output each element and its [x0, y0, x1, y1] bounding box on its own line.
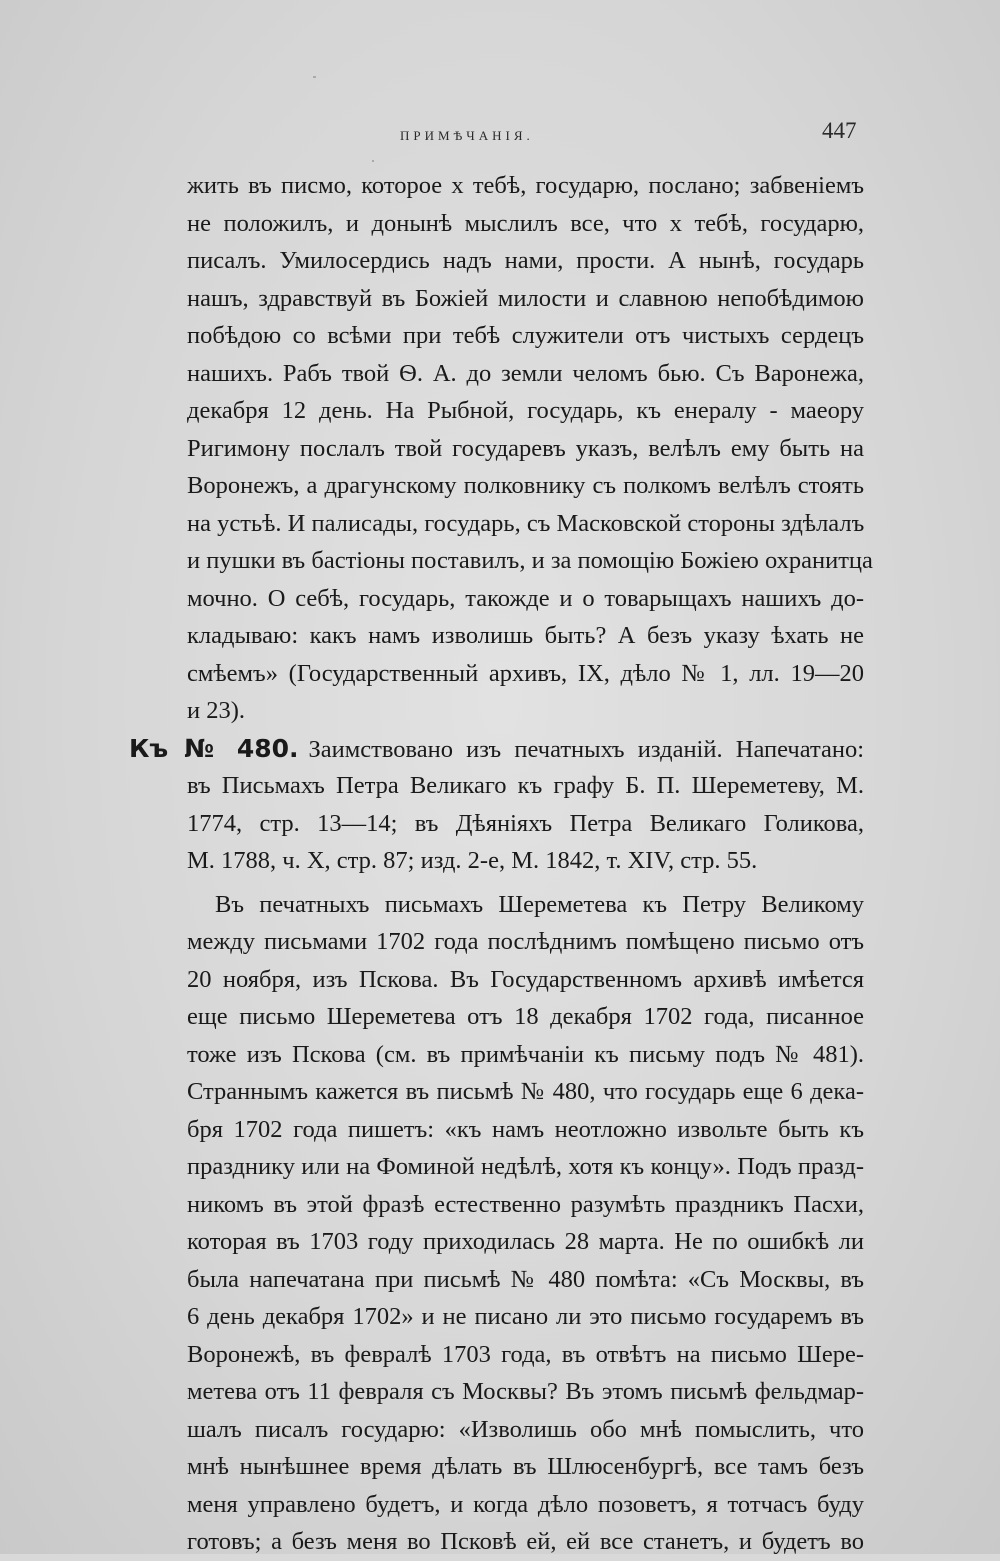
- text-line: 20 ноября, изъ Пскова. Въ Государственномъ архивѣ имѣется: [187, 965, 864, 993]
- text-line: мочно. О себѣ, государь, такожде и о товарыщахъ нашихъ до-: [187, 584, 864, 612]
- text-line: которая въ 1703 году приходилась 28 марта. Не по ошибкѣ ли: [187, 1228, 864, 1255]
- text-line: празднику или на Фоминой недѣлѣ, хотя къ концу». Подъ празд-: [187, 1153, 864, 1180]
- text-line: между письмами 1702 года послѣднимъ помѣщено письмо отъ: [187, 928, 864, 955]
- text-line: Въ печатныхъ письмахъ Шереметева къ Петру Великому: [215, 890, 864, 918]
- text-line: 6 день декабря 1702» и не писано ли это письмо государемъ въ: [187, 1303, 864, 1330]
- text-line: Страннымъ кажется въ письмѣ № 480, что государь еще 6 дека-: [187, 1078, 864, 1105]
- scan-speck: [372, 160, 374, 162]
- text-line: шалъ писалъ государю: «Изволишь обо мнѣ помыслить, что: [187, 1415, 864, 1443]
- text-line: тоже изъ Пскова (см. въ примѣчаніи къ письму подъ № 481).: [187, 1040, 864, 1068]
- text-line: меня управлено будетъ, и когда дѣло позоветъ, я тотчасъ буду: [187, 1490, 864, 1518]
- scan-speck: [313, 76, 316, 78]
- section-line-text: Заимствовано изъ печатныхъ изданій. Напечатано:: [308, 735, 864, 763]
- text-line: нашихъ. Рабъ твой Ѳ. А. до земли челомъ бью. Съ Варонежа,: [187, 359, 864, 387]
- body-text: [129, 167, 873, 1561]
- text-line: смѣемъ» (Государственный архивъ, IX, дѣло № 1, лл. 19—20: [187, 659, 864, 687]
- text-line: жить въ писмо, которое х тебѣ, государю, послано; забвеніемъ: [187, 172, 864, 199]
- note-section: [129, 730, 864, 880]
- text-line: М. 1788, ч. X, стр. 87; изд. 2-е, М. 1842, т. XIV, стр. 55.: [187, 847, 758, 874]
- text-line: побѣдою со всѣми при тебѣ служители отъ чистыхъ сердецъ: [187, 322, 864, 349]
- text-line: нашъ, здравствуй въ Божіей милости и славною непобѣдимою: [187, 284, 864, 312]
- text-line: была напечатана при письмѣ № 480 помѣта: «Съ Москвы, въ: [187, 1265, 864, 1293]
- text-line: еще письмо Шереметева отъ 18 декабря 1702 года, писанное: [187, 1003, 864, 1030]
- text-line: 1774, стр. 13—14; въ Дѣяніяхъ Петра Великаго Голикова,: [187, 809, 864, 837]
- section-heading: Къ № 480.: [129, 733, 299, 763]
- text-line: никомъ въ этой фразѣ естественно разумѣть праздникъ Пасхи,: [187, 1190, 864, 1218]
- text-line: мнѣ нынѣшнее время дѣлать въ Шлюсенбургѣ, все тамъ безъ: [187, 1453, 864, 1480]
- running-head: ПРИМѢЧАНІЯ.: [400, 128, 534, 143]
- page-number: 447: [822, 118, 857, 143]
- text-line: готовъ; а безъ меня во Псковѣ ей, ей все станетъ, и будетъ во: [187, 1528, 864, 1555]
- paragraph-continued: [187, 167, 873, 730]
- text-line: на устьѣ. И палисады, государь, съ Масковской стороны здѣлалъ: [187, 509, 865, 537]
- text-line: декабря 12 день. На Рыбной, государь, къ енералу - маеору: [187, 397, 864, 424]
- text-line: и 23).: [187, 697, 246, 724]
- text-line: Воронежѣ, въ февралѣ 1703 года, въ отвѣтъ на письмо Шере-: [187, 1340, 864, 1368]
- text-line: не положилъ, и донынѣ мыслилъ все, что х тебѣ, государю,: [187, 209, 864, 237]
- text-line: и пушки въ бастіоны поставилъ, и за помощію Божіею охранитца: [187, 547, 873, 574]
- text-line: Воронежъ, а драгунскому полковнику съ полкомъ велѣлъ стоять: [187, 472, 864, 499]
- paragraph: [187, 886, 864, 1561]
- section-first-line: [129, 730, 864, 768]
- text-line: бря 1702 года пишетъ: «къ намъ неотложно извольте быть къ: [187, 1115, 864, 1143]
- text-line: метева отъ 11 февраля съ Москвы? Въ этомъ письмѣ фельдмар-: [187, 1378, 864, 1405]
- text-line: Ригимону послалъ твой государевъ указъ, велѣлъ ему быть на: [187, 434, 864, 462]
- text-line: въ Письмахъ Петра Великаго къ графу Б. П. Шереметеву, М.: [187, 772, 864, 799]
- text-line: писалъ. Умилосердись надъ нами, прости. А нынѣ, государь: [187, 247, 864, 274]
- text-line: кладываю: какъ намъ изволишь быть? А безъ указу ѣхать не: [187, 622, 864, 649]
